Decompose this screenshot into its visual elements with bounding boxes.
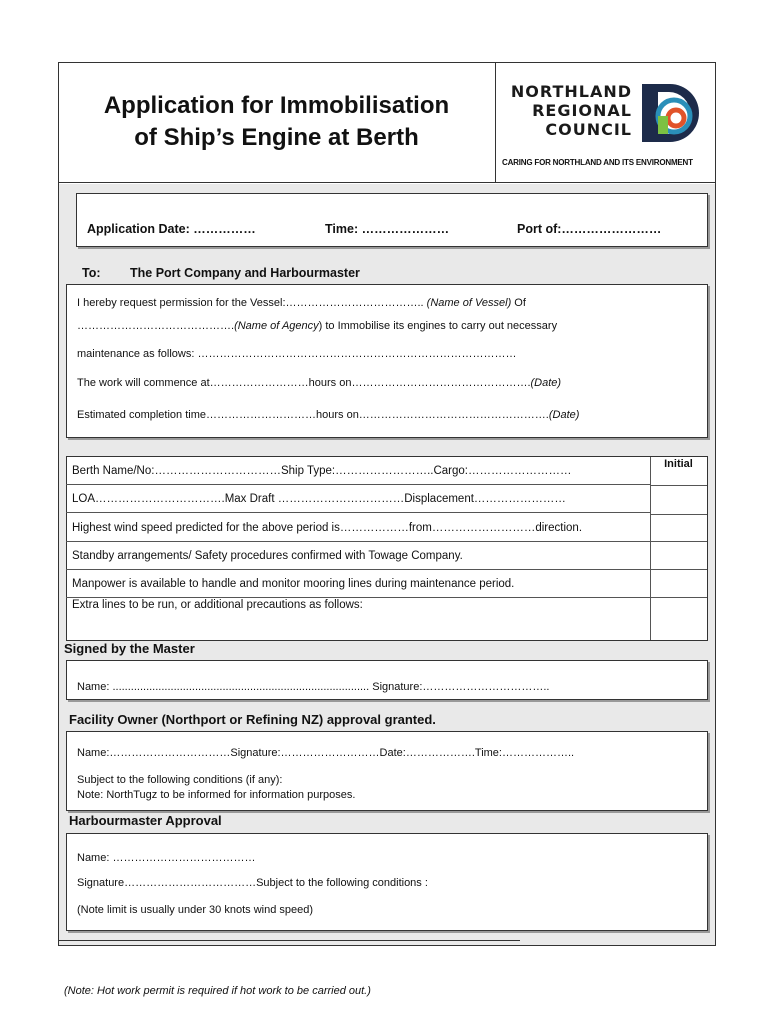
master-name-signature-field[interactable]: Name: .................................................................................... Signature:……………………………..	[77, 681, 550, 693]
commence-date-hint: (Date)	[530, 377, 562, 389]
completion-date-hint: (Date)	[548, 409, 580, 421]
checklist-row-berth[interactable]: Berth Name/No:……………………………Ship Type:……………………..Cargo:………………………	[66, 457, 650, 485]
commence-field[interactable]: The work will commence at………………………hours on………………………………………….	[77, 377, 531, 389]
checklist-row-wind[interactable]: Highest wind speed predicted for the above period is………………from………………………direction.	[66, 514, 650, 542]
maintenance-field[interactable]: maintenance as follows: ……………………………………………………………………………	[77, 348, 517, 360]
completion-field[interactable]: Estimated completion time…………………………hours on…………………………………………….	[77, 409, 549, 421]
harbourmaster-name-field[interactable]: Name: …………………………………	[77, 852, 256, 864]
vessel-of-text: Of	[511, 297, 526, 309]
checklist-row-manpower[interactable]: Manpower is available to handle and monitor mooring lines during maintenance period.	[66, 570, 650, 598]
agency-name-field[interactable]: …………………………………….	[77, 320, 235, 332]
logo-box	[496, 62, 716, 183]
vessel-name-field[interactable]: I hereby request permission for the Vessel:………………………………..	[77, 297, 427, 309]
facility-name-signature-date-field[interactable]: Name:……………………………Signature:………………………Date:……………….Time:………………..	[77, 747, 575, 759]
agency-name-hint: (Name of Agency	[234, 320, 319, 332]
council-logo-icon	[640, 82, 702, 146]
footer-hot-work-note: (Note: Hot work permit is required if hot work to be carried out.)	[64, 985, 371, 997]
logo-line1: NORTHLAND	[510, 82, 632, 101]
agency-end-text: ) to Immobilise its engines to carry out necessary	[318, 320, 558, 332]
logo-line2: REGIONAL	[532, 101, 632, 120]
port-of-field[interactable]: Port of:……………………	[517, 222, 662, 236]
logo-tagline: CARING FOR NORTHLAND AND ITS ENVIRONMENT	[502, 158, 693, 167]
request-line-vessel[interactable]	[77, 297, 526, 309]
facility-approval-box	[66, 731, 708, 811]
initial-cell-loa[interactable]	[650, 485, 707, 515]
application-info-box	[76, 193, 708, 247]
request-line-agency[interactable]	[77, 320, 557, 332]
master-signature-box	[66, 660, 708, 700]
page-title-line1: Application for Immobilisation	[103, 92, 450, 119]
checklist-row-standby[interactable]: Standby arrangements/ Safety procedures confirmed with Towage Company.	[66, 542, 650, 570]
initial-cell-wind[interactable]	[650, 514, 707, 542]
initial-cell-manpower[interactable]	[650, 570, 707, 598]
bottom-rule	[58, 940, 520, 946]
facility-conditions-label: Subject to the following conditions (if any):	[77, 774, 283, 786]
header-title-box	[58, 62, 496, 183]
logo-line3: COUNCIL	[545, 120, 632, 139]
master-section-heading: Signed by the Master	[64, 641, 195, 656]
initial-column-header: Initial	[664, 458, 693, 470]
initial-cell-extra-lines[interactable]	[650, 598, 707, 640]
request-box	[66, 284, 708, 438]
harbourmaster-section-heading: Harbourmaster Approval	[69, 813, 222, 828]
checklist-row-loa[interactable]: LOA…………………………….Max Draft ……………………………Displacement……………………	[66, 485, 650, 513]
to-recipient: The Port Company and Harbourmaster	[130, 266, 360, 280]
to-label: To:	[82, 266, 101, 280]
completion-line[interactable]	[77, 409, 579, 421]
harbourmaster-wind-note: (Note limit is usually under 30 knots wind speed)	[77, 904, 314, 916]
vessel-name-hint: (Name of Vessel)	[426, 297, 512, 309]
initial-cell-standby[interactable]	[650, 542, 707, 570]
time-field[interactable]: Time: …………………	[325, 222, 450, 236]
page-title-line2: of Ship’s Engine at Berth	[134, 124, 419, 151]
application-date-field[interactable]: Application Date: ……………	[87, 222, 256, 236]
checklist-row-extra-lines[interactable]: Extra lines to be run, or additional precautions as follows:	[72, 599, 363, 611]
harbourmaster-signature-field[interactable]: Signature………………………………Subject to the following conditions :	[77, 877, 428, 889]
harbourmaster-approval-box	[66, 833, 708, 931]
commence-line[interactable]	[77, 377, 561, 389]
facility-section-heading: Facility Owner (Northport or Refining NZ) approval granted.	[69, 712, 436, 727]
initial-cell-berth[interactable]	[650, 457, 707, 485]
facility-note: Note: NorthTugz to be informed for information purposes.	[77, 789, 356, 801]
